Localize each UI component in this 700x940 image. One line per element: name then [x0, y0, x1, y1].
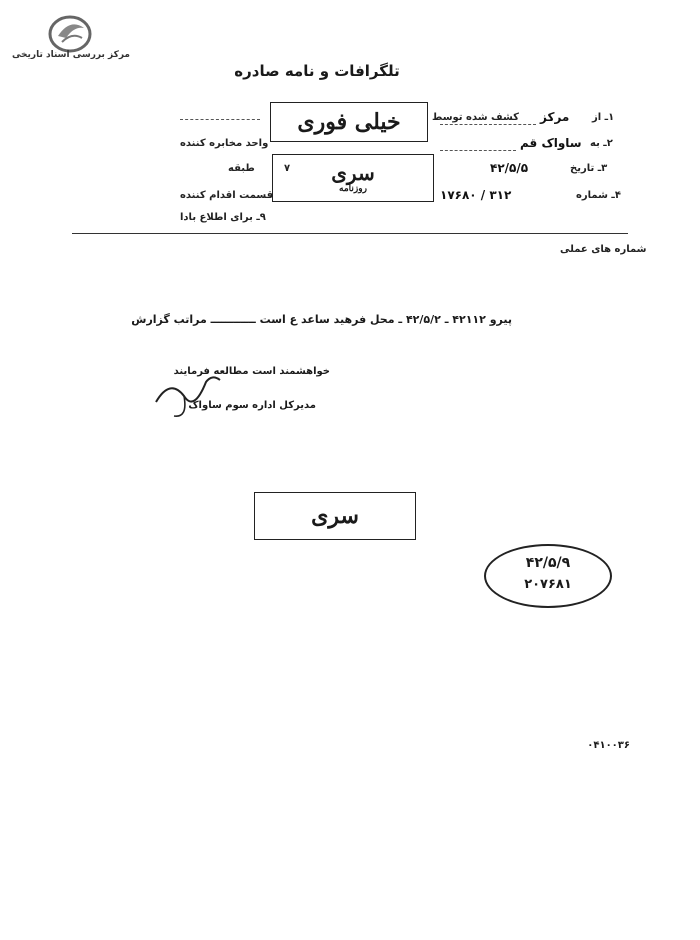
round-stamp-line-1: ۴۲/۵/۹	[525, 555, 571, 571]
header-divider	[72, 233, 628, 234]
inform-label: ۹ـ برای اطلاع بادا	[180, 212, 266, 223]
from-dots	[440, 124, 536, 125]
round-stamp-line-2: ۲۰۷۶۸۱	[524, 577, 572, 592]
signature-line-1: خواهشمند است مطالعه فرمایند	[173, 366, 330, 377]
signature-scribble	[150, 372, 230, 422]
copy-label: کشف شده توسط	[432, 112, 519, 123]
classification-stamp	[272, 154, 434, 202]
body-text: پیرو ۴۲۱۱۲ ـ ۴۲/۵/۲ ـ محل فرهید ساعد ع است ــــــــــــ مراتب گزارش	[131, 313, 512, 326]
document-title: تلگرافات و نامه صادره	[234, 62, 400, 80]
to-value: ساواک قم	[520, 136, 582, 150]
classification-label: طبقه	[228, 163, 255, 174]
urgent-stamp-text: خیلی فوری	[297, 109, 401, 135]
receiver-label: قسمت اقدام کننده	[180, 190, 274, 201]
round-stamp	[484, 544, 612, 608]
signature-line-2: مدیرکل اداره سوم ساواک	[188, 400, 316, 411]
unit-label: واحد مخابره کننده	[180, 138, 269, 149]
bottom-classification-stamp-text: سری	[311, 503, 359, 529]
classification-stamp-text: سری	[331, 161, 375, 185]
number-label: ۴ـ شماره	[576, 190, 621, 201]
bottom-classification-stamp	[254, 492, 416, 540]
classification-stamp-subtext: روزنامه	[339, 184, 367, 194]
actions-label: شماره های عملی	[560, 244, 647, 255]
date-value: ۴۲/۵/۵	[490, 161, 529, 175]
from-label: ۱ـ از	[592, 112, 615, 123]
to-label: ۲ـ به	[590, 138, 613, 149]
date-label: ۳ـ تاریخ	[570, 163, 608, 174]
logo-text: مرکز بررسی اسناد تاریخی	[11, 50, 130, 60]
classification-index: ۷	[284, 163, 291, 174]
archive-logo-icon	[46, 14, 94, 54]
from-value: مرکز	[540, 110, 570, 124]
urgent-stamp	[270, 102, 428, 142]
reference-number: ۰۴۱۰۰۳۶	[587, 740, 630, 751]
to-dots	[440, 150, 516, 151]
number-value: ۱۷۶۸۰ / ۳۱۲	[440, 188, 512, 202]
